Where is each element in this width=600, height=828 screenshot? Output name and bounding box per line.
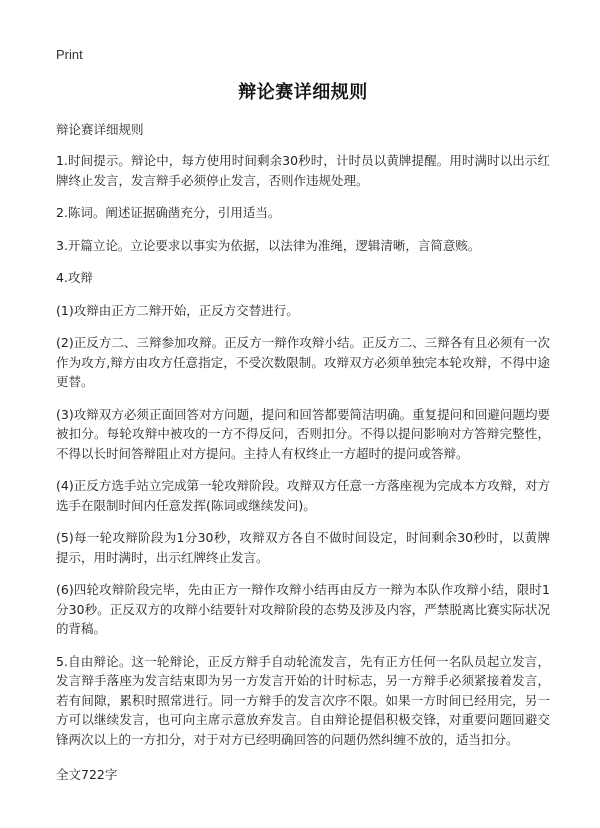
word-count: 全文722字 (56, 767, 118, 782)
paragraph-cross-exam-4: (4)正反方选手站立完成第一轮攻辩阶段。攻辩双方任意一方落座视为完成本方攻辩，对方选手在限制时间内任意发挥(陈词或继续发问)。 (56, 478, 550, 513)
document-title: 辩论赛详细规则 (238, 82, 368, 103)
paragraph-opening: 3.开篇立论。立论要求以事实为依据，以法律为准绳，逻辑清晰，言简意赅。 (56, 237, 481, 253)
paragraph-cross-exam-2: (2)正反方二、三辩参加攻辩。正反方一辩作攻辩小结。正反方二、三辩各有且必须有一次作为攻方,辩方由攻方任意指定，不受次数限制。攻辩双方必须单独完本轮攻辩，不得中途更替。 (56, 335, 550, 389)
paragraph-cross-exam-3: (3)攻辩双方必须正面回答对方问题，提问和回答都要简洁明确。重复提问和回避问题均要被扣分。每轮攻辩中被攻的一方不得反问，否则扣分。不得以提问影响对方答辩完整性，不得以长时间答辩阻止对方提问。主持人有权终止一方超时的提问或答辩。 (56, 406, 550, 461)
paragraph-cross-exam-5: (5)每一轮攻辩阶段为1分30秒，攻辩双方各自不做时间设定，时间剩余30秒时，以黄牌提示，用时满时，出示红牌终止发言。 (56, 530, 550, 565)
paragraph-cross-exam-heading: 4.攻辩 (56, 270, 93, 285)
paragraph-cross-exam-1: (1)攻辩由正方二辩开始，正反方交替进行。 (56, 302, 299, 318)
document-subtitle: 辩论赛详细规则 (56, 122, 144, 137)
paragraph-statement: 2.陈词。阐述证据确凿充分，引用适当。 (56, 205, 281, 220)
print-link[interactable]: Print (56, 47, 83, 62)
document-body (56, 78, 550, 783)
paragraph-time-notice: 1.时间提示。辩论中，每方使用时间剩余30秒时，计时员以黄牌提醒。用时满时以出示红牌终止发言，发言辩手必须停止发言，否则作违规处理。 (56, 153, 550, 188)
paragraph-cross-exam-6: (6)四轮攻辩阶段完毕，先由正方一辩作攻辩小结再由反方一辩为本队作攻辩小结，限时1分30秒。正反双方的攻辩小结要针对攻辩阶段的态势及涉及内容，严禁脱离比赛实际状况的背稿。 (56, 582, 550, 636)
paragraph-free-debate: 5.自由辩论。这一轮辩论，正反方辩手自动轮流发言，先有正方任何一名队员起立发言，发言辩手落座为发言结束即为另一方发言开始的计时标志，另一方辩手必须紧接着发言，若有间隙，累积时照常进行。同一方辩手的发言次序不限。如果一方时间已经用完，另一方可以继续发言，也可向主席示意放弃发言。自由辩论提倡积极交锋，对重要问题回避交锋两次以上的一方扣分，对于对方已经明确回答的问题仍然纠缠不放的，适当扣分。 (56, 653, 550, 747)
